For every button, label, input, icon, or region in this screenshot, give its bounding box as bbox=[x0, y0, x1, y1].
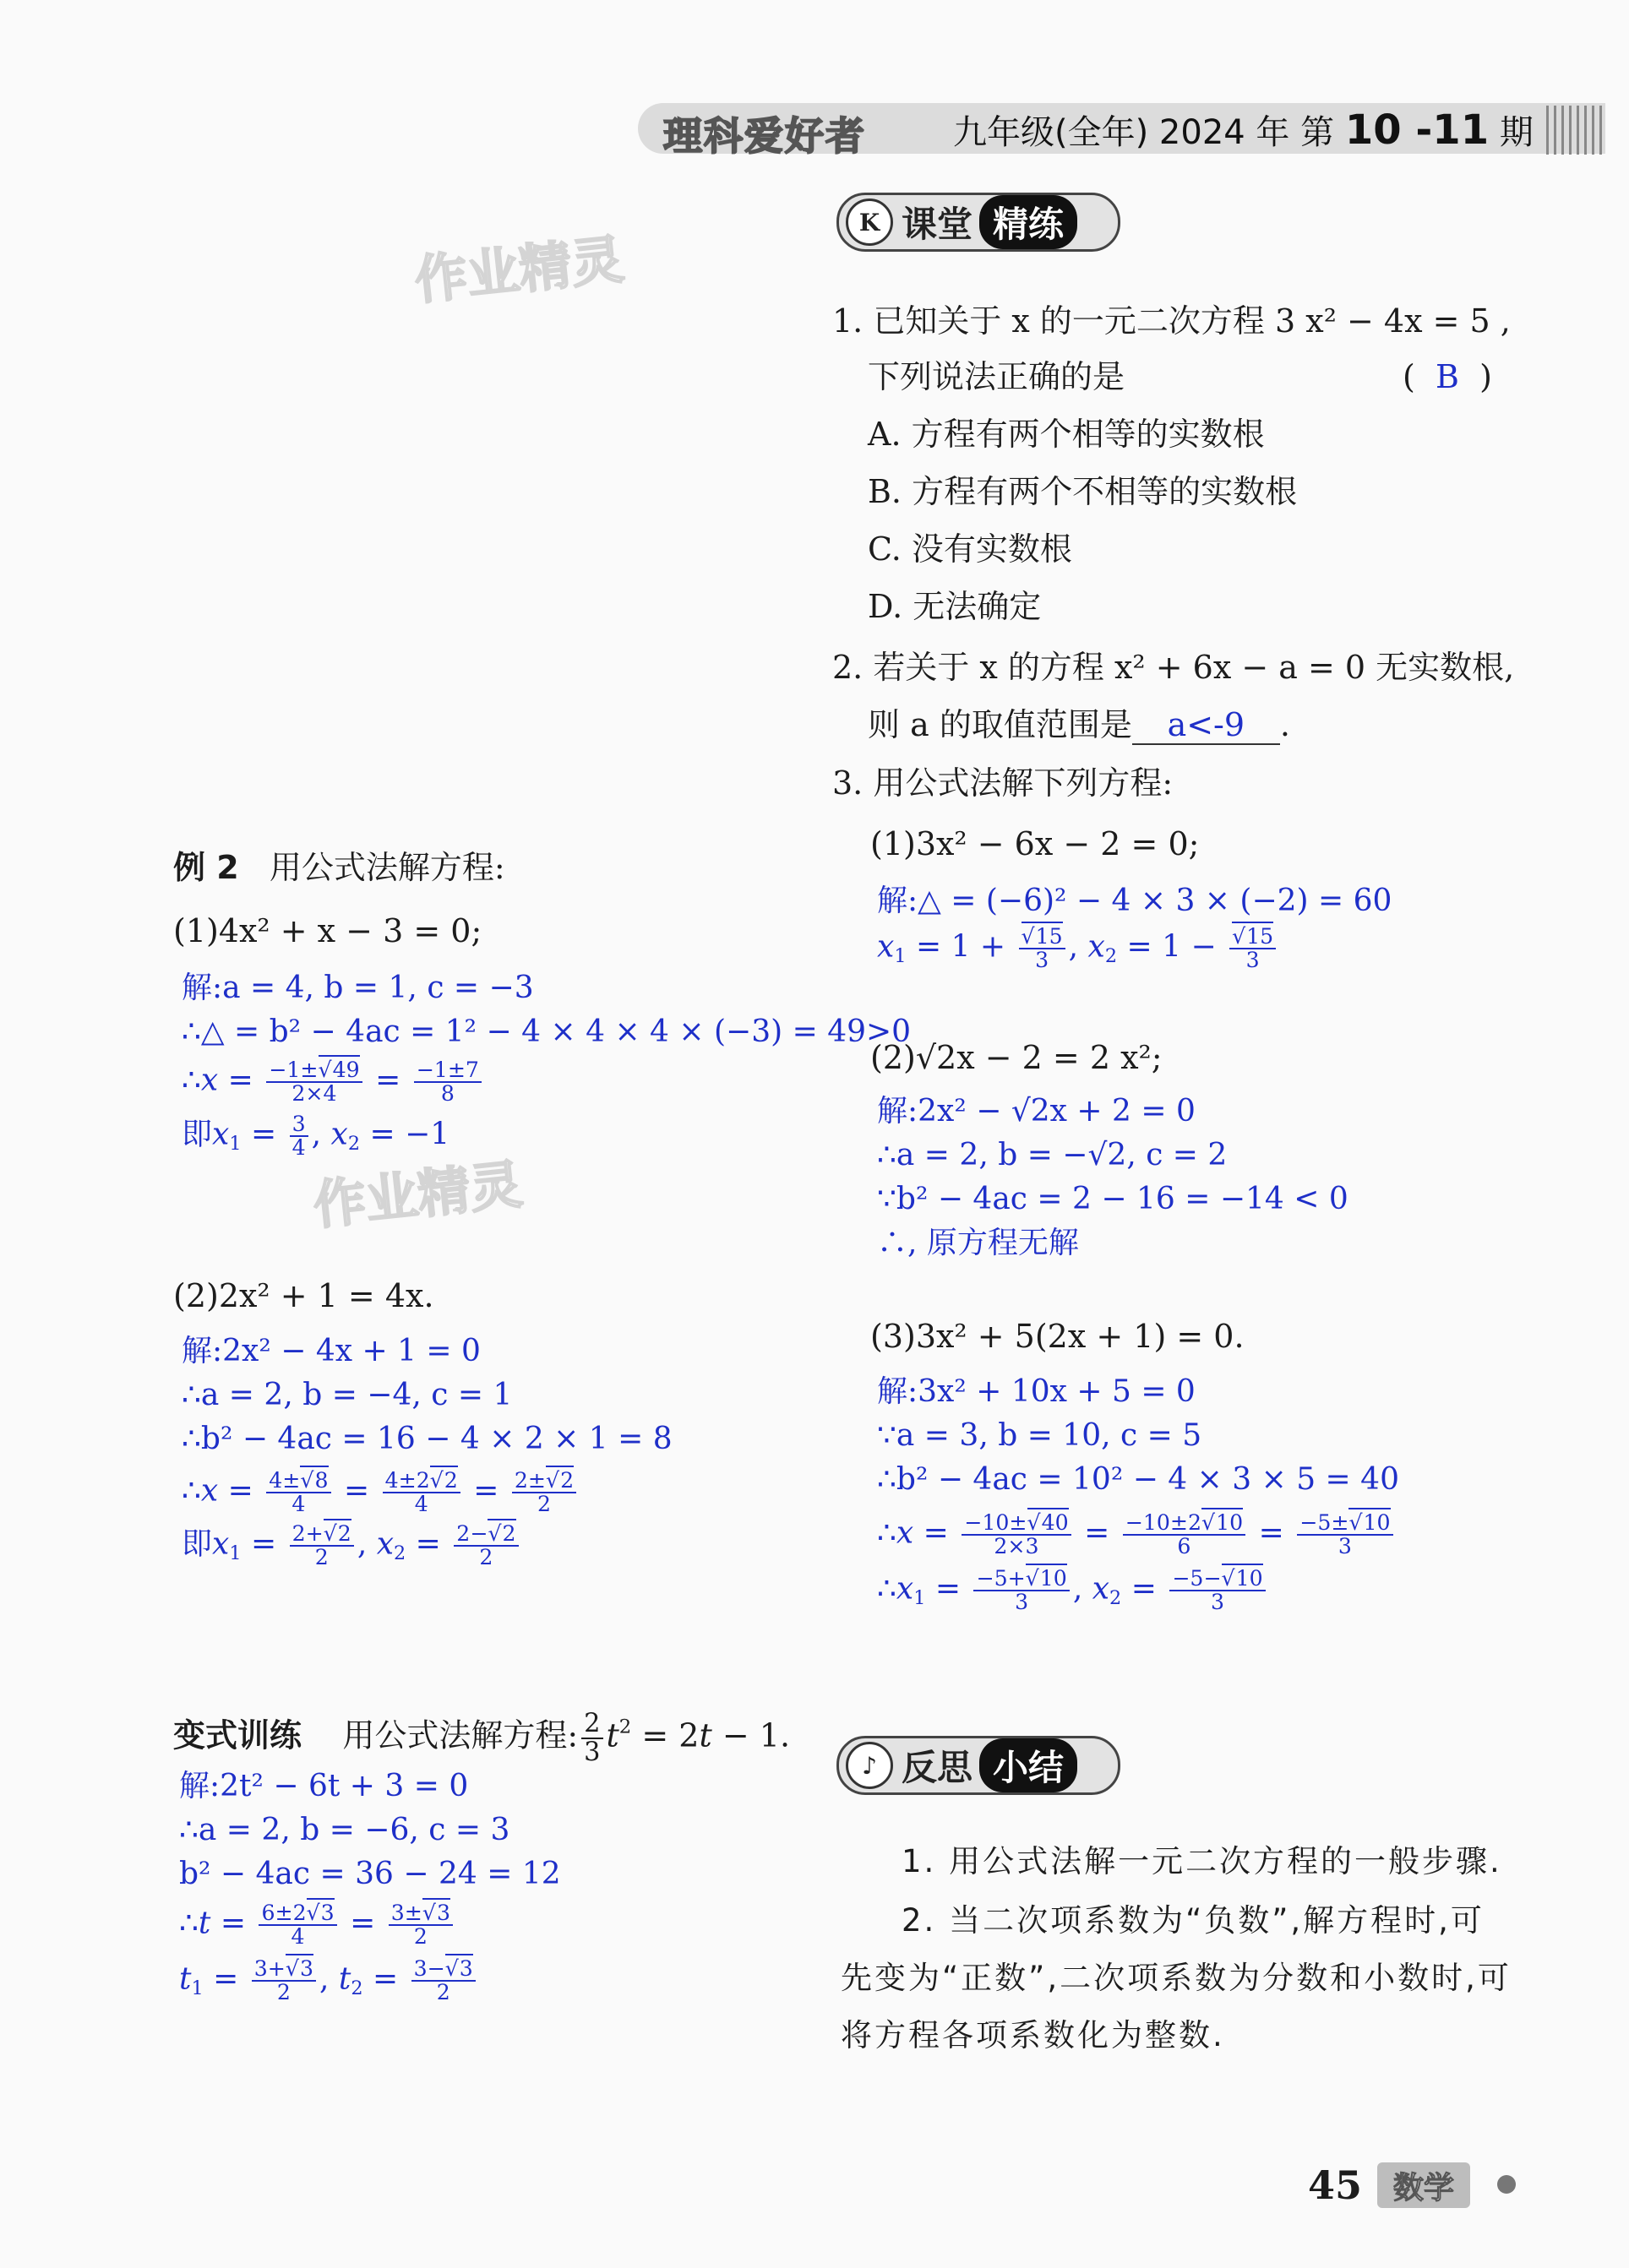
section-reflection bbox=[836, 1736, 1120, 1795]
variant-sol5: $t_1$ = $\frac{3+√ 3}{2}$ , $t_2$ = $\frac{3-√ 3}{2}$ bbox=[179, 1958, 479, 2004]
q2-stem-prefix: 则 a 的取值范围是 bbox=[868, 706, 1132, 743]
music-note-icon: ♪ bbox=[846, 1742, 893, 1789]
variant-sol3: b² − 4ac = 36 − 24 = 12 bbox=[179, 1857, 561, 1891]
q3-p2-sol2: ∴a = 2, b = −√2, c = 2 bbox=[877, 1138, 1228, 1172]
subject-tag: 数学 bbox=[1377, 2162, 1470, 2208]
q3-p1-problem: (1)3x² − 6x − 2 = 0; bbox=[870, 825, 1200, 862]
example2-p1-sol3: ∴x = $\frac{-1\pm√ 49}{2\times 4}$ = $\frac{-1\pm 7}{8}$ bbox=[182, 1059, 485, 1106]
section-class-practice bbox=[836, 193, 1120, 252]
q3-p2-sol1: 解:2x² − √2x + 2 = 0 bbox=[877, 1094, 1196, 1129]
summary-point-1: 1. 用公式法解一元二次方程的一般步骤. bbox=[902, 1843, 1502, 1879]
header-stripes bbox=[1546, 106, 1605, 155]
page-number: 45 bbox=[1308, 2162, 1363, 2208]
q2-answer: a<-9 bbox=[1167, 706, 1245, 743]
q1-answer-bracket: ( B ) bbox=[1403, 358, 1492, 395]
q3-p1-sol2: $x_1 = 1$ + √ $\frac{15}{3}$ , $x_2 = 1$ − √ $\frac{15}{3}$ bbox=[877, 926, 1279, 972]
example2-p2-sol1: 解:2x² − 4x + 1 = 0 bbox=[182, 1334, 481, 1368]
q1-option-c: C. 没有实数根 bbox=[868, 530, 1072, 568]
issue-number: 10 -11 bbox=[1344, 106, 1490, 154]
q3-p3-sol3: ∴b² − 4ac = 10² − 4 × 3 × 5 = 40 bbox=[877, 1462, 1399, 1497]
example2-p2-sol2: ∴a = 2, b = −4, c = 1 bbox=[182, 1378, 513, 1412]
example2-p2-problem: (2)2x² + 1 = 4x. bbox=[173, 1277, 434, 1314]
footer-dot-icon bbox=[1497, 2175, 1516, 2194]
k-badge-icon: K bbox=[846, 199, 893, 246]
watermark: 作业精灵 bbox=[310, 1153, 526, 1237]
q1-stem-line2: 下列说法正确的是 bbox=[868, 358, 1125, 395]
q3-p1-sol1: 解:△ = (−6)² − 4 × 3 × (−2) = 60 bbox=[877, 884, 1392, 918]
q2-stem-line1: 2. 若关于 x 的方程 x² + 6x − a = 0 无实数根, bbox=[832, 649, 1515, 686]
example2-p2-sol4: ∴x = $\frac{4\pm√ 8}{4}$ = $\frac{4\pm 2√ 2}{4}$ = $\frac{2\pm√ 2}{2}$ bbox=[182, 1470, 580, 1516]
q1-option-d: D. 无法确定 bbox=[868, 588, 1042, 625]
q3-p3-problem: (3)3x² + 5(2x + 1) = 0. bbox=[870, 1318, 1245, 1355]
q1-answer: B bbox=[1435, 358, 1459, 395]
q1-option-a: A. 方程有两个相等的实数根 bbox=[868, 416, 1265, 453]
q2-stem-line2: 则 a 的取值范围是 a<-9 . bbox=[868, 706, 1290, 743]
issue-suffix: 期 bbox=[1499, 113, 1534, 152]
section-title-pill: 精练 bbox=[979, 195, 1077, 249]
variant-sol2: ∴a = 2, b = −6, c = 3 bbox=[179, 1813, 510, 1847]
publication-logo: 理科爱好者 bbox=[663, 113, 866, 159]
section-title: 反思 bbox=[902, 1747, 973, 1788]
example2-title: 用公式法解方程: bbox=[269, 849, 505, 886]
variant-heading: 变式训练 用公式法解方程: $\frac{2}{3}$ $t^2 = 2t - 1$. bbox=[173, 1709, 791, 1767]
section-title: 课堂 bbox=[902, 204, 973, 245]
example2-heading bbox=[173, 849, 505, 886]
example2-p1-sol4: 即$x_1$ = $\frac{3}{4}$ , $x_2 = -1$ bbox=[182, 1112, 450, 1161]
variant-sol4: ∴t = $\frac{6\pm 2√ 3}{4}$ = $\frac{3\pm√ 3}{2}$ bbox=[179, 1902, 456, 1949]
watermark: 作业精灵 bbox=[411, 228, 627, 312]
example2-p2-sol5: 即$x_1$ = $\frac{2+√ 2}{2}$ , $x_2$ = $\frac{2-√ 2}{2}$ bbox=[182, 1523, 522, 1569]
example2-p1-problem: (1)4x² + x − 3 = 0; bbox=[173, 912, 482, 949]
q1-option-b: B. 方程有两个不相等的实数根 bbox=[868, 473, 1298, 510]
example2-p1-sol2: ∴△ = b² − 4ac = 1² − 4 × 4 × 4 × (−3) = 49>0 bbox=[182, 1014, 912, 1049]
summary-point-2: 2. 当二次项系数为“负数”,解方程时,可先变为“正数”,二次项系数为分数和小数时,可将方程各项系数化为整数. bbox=[841, 1902, 1512, 2053]
example2-p1-sol1: 解:a = 4, b = 1, c = −3 bbox=[182, 971, 534, 1005]
issue-info bbox=[953, 106, 1534, 154]
variant-label: 变式训练 bbox=[173, 1716, 302, 1754]
q3-p3-sol1: 解:3x² + 10x + 5 = 0 bbox=[877, 1374, 1196, 1409]
variant-sol1: 解:2t² − 6t + 3 = 0 bbox=[179, 1769, 469, 1803]
variant-title: 用公式法解方程: bbox=[342, 1716, 579, 1754]
q3-p2-sol4: ∴, 原方程无解 bbox=[877, 1226, 1079, 1260]
q3-p3-sol2: ∵a = 3, b = 10, c = 5 bbox=[877, 1418, 1202, 1453]
example2-label: 例 2 bbox=[173, 849, 239, 886]
q1-stem-line1: 1. 已知关于 x 的一元二次方程 3 x² − 4x = 5 , bbox=[832, 302, 1511, 340]
q3-p2-sol3: ∵b² − 4ac = 2 − 16 = −14 < 0 bbox=[877, 1182, 1348, 1216]
example2-p2-sol3: ∴b² − 4ac = 16 − 4 × 2 × 1 = 8 bbox=[182, 1422, 673, 1456]
grade-year: 九年级(全年) 2024 年 第 bbox=[953, 113, 1335, 152]
q3-p3-sol4: ∴x = $\frac{-10\pm√ 40}{2\times 3}$ = $\frac{-10\pm 2√ 10}{6}$ = $\frac{-5\pm√ 10}{3}$ bbox=[877, 1512, 1397, 1558]
section-title-pill: 小结 bbox=[979, 1738, 1077, 1792]
q3-p3-sol5: $\therefore x_1$ = $\frac{-5+√ 10}{3}$ , $x_2$ = $\frac{-5-√ 10}{3}$ bbox=[877, 1568, 1269, 1614]
q3-title: 3. 用公式法解下列方程: bbox=[832, 764, 1174, 802]
q3-p2-problem: (2)√2x − 2 = 2 x²; bbox=[870, 1039, 1163, 1076]
